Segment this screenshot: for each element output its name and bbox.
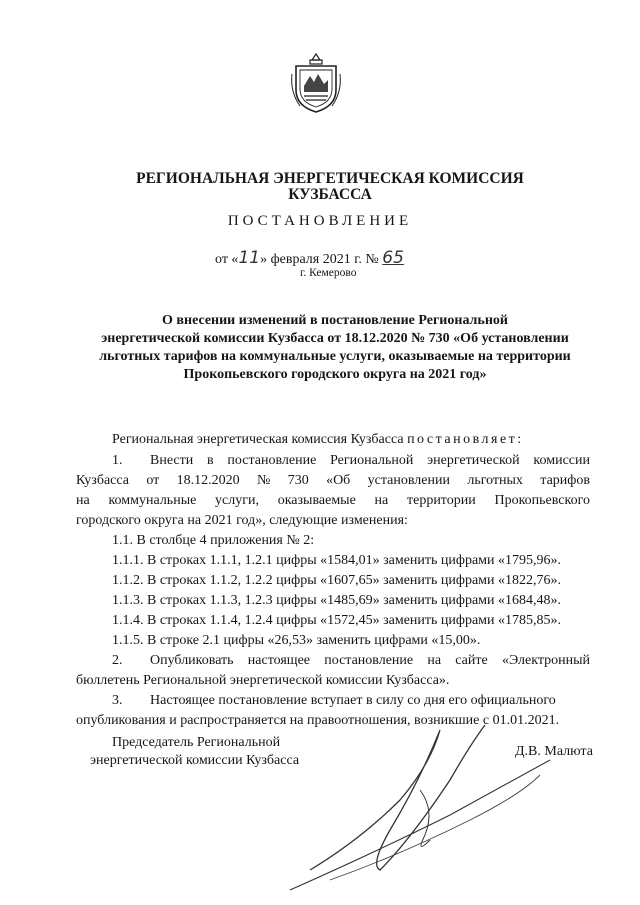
- city: г. Кемерово: [300, 267, 357, 279]
- item1-line2: [76, 473, 590, 489]
- item-1-1-2: 1.1.2. В строках 1.1.2, 1.2.2 цифры «1607,65» заменить цифрами «1822,76».: [112, 573, 562, 588]
- organization-name-line2: КУЗБАССА: [288, 186, 372, 203]
- intro-action: постановляет:: [407, 432, 524, 447]
- word: №: [256, 473, 271, 488]
- word: коммунальные: [108, 493, 197, 508]
- item2-line2: бюллетень Региональной энергетической комиссии Кузбасса».: [76, 673, 450, 688]
- item1-number: 1.: [112, 453, 123, 468]
- word: услуги,: [215, 493, 259, 508]
- signatory-position-line1: Председатель Региональной: [112, 735, 281, 750]
- word: тарифов: [540, 473, 590, 488]
- signatory-position-line2: энергетической комиссии Кузбасса: [90, 753, 300, 768]
- word: 18.12.2020: [176, 473, 240, 488]
- item1-line4: городского округа на 2021 год», следующие изменения:: [76, 513, 408, 528]
- item2-number: 2.: [112, 653, 123, 668]
- word: 730: [287, 473, 309, 488]
- item1-line3: [76, 493, 590, 509]
- item1-line1: Внести в постановление Региональной энергетической комиссии: [150, 453, 590, 468]
- coat-of-arms-emblem: [290, 52, 342, 114]
- document-title-line2: энергетической комиссии Кузбасса от 18.12.2020 № 730 «Об установлении: [101, 331, 569, 346]
- word: Кузбасса: [76, 473, 129, 488]
- item2-line1: Опубликовать настоящее постановление на сайте «Электронный: [150, 653, 590, 668]
- document-date-line: [215, 248, 404, 268]
- date-prefix: от «: [215, 252, 239, 267]
- item3-number: 3.: [112, 693, 123, 708]
- item3-line1: Настоящее постановление вступает в силу со дня его официального: [150, 693, 556, 708]
- word: льготных: [467, 473, 523, 488]
- word: территории: [406, 493, 476, 508]
- word: «Об: [326, 473, 351, 488]
- word: от: [146, 473, 160, 488]
- item3-line2: опубликования и распространяется на правоотношения, возникшие с 01.01.2021.: [76, 713, 560, 728]
- document-title-line4: Прокопьевского городского округа на 2021 год»: [183, 367, 487, 382]
- document-number-handwritten: 65: [382, 248, 404, 268]
- word: Прокопьевского: [494, 493, 590, 508]
- word: на: [374, 493, 389, 508]
- intro-text: Региональная энергетическая комиссия Кузбасса: [112, 432, 404, 447]
- intro-paragraph: [112, 432, 524, 448]
- signatory-name: Д.В. Малюта: [515, 744, 593, 759]
- document-title-line1: О внесении изменений в постановление Региональной: [162, 313, 508, 328]
- item-1-1-3: 1.1.3. В строках 1.1.3, 1.2.3 цифры «1485,69» заменить цифрами «1684,48».: [112, 593, 562, 608]
- word: на: [76, 493, 90, 508]
- handwritten-signature: [270, 720, 570, 900]
- organization-name-line1: РЕГИОНАЛЬНАЯ ЭНЕРГЕТИЧЕСКАЯ КОМИССИЯ: [136, 170, 524, 187]
- document-type: ПОСТАНОВЛЕНИЕ: [227, 213, 413, 229]
- item-1-1-4: 1.1.4. В строках 1.1.4, 1.2.4 цифры «1572,45» заменить цифрами «1785,85».: [112, 613, 562, 628]
- item-1-1: 1.1. В столбце 4 приложения № 2:: [112, 533, 315, 548]
- word: установлении: [367, 473, 450, 488]
- date-rest: » февраля 2021 г. №: [260, 252, 379, 267]
- document-title-line3: льготных тарифов на коммунальные услуги, оказываемые на территории: [99, 349, 571, 364]
- word: оказываемые: [277, 493, 356, 508]
- item-1-1-1: 1.1.1. В строках 1.1.1, 1.2.1 цифры «1584,01» заменить цифрами «1795,96».: [112, 553, 562, 568]
- date-day-handwritten: 11: [238, 248, 261, 268]
- item-1-1-5: 1.1.5. В строке 2.1 цифры «26,53» заменить цифрами «15,00».: [112, 633, 481, 648]
